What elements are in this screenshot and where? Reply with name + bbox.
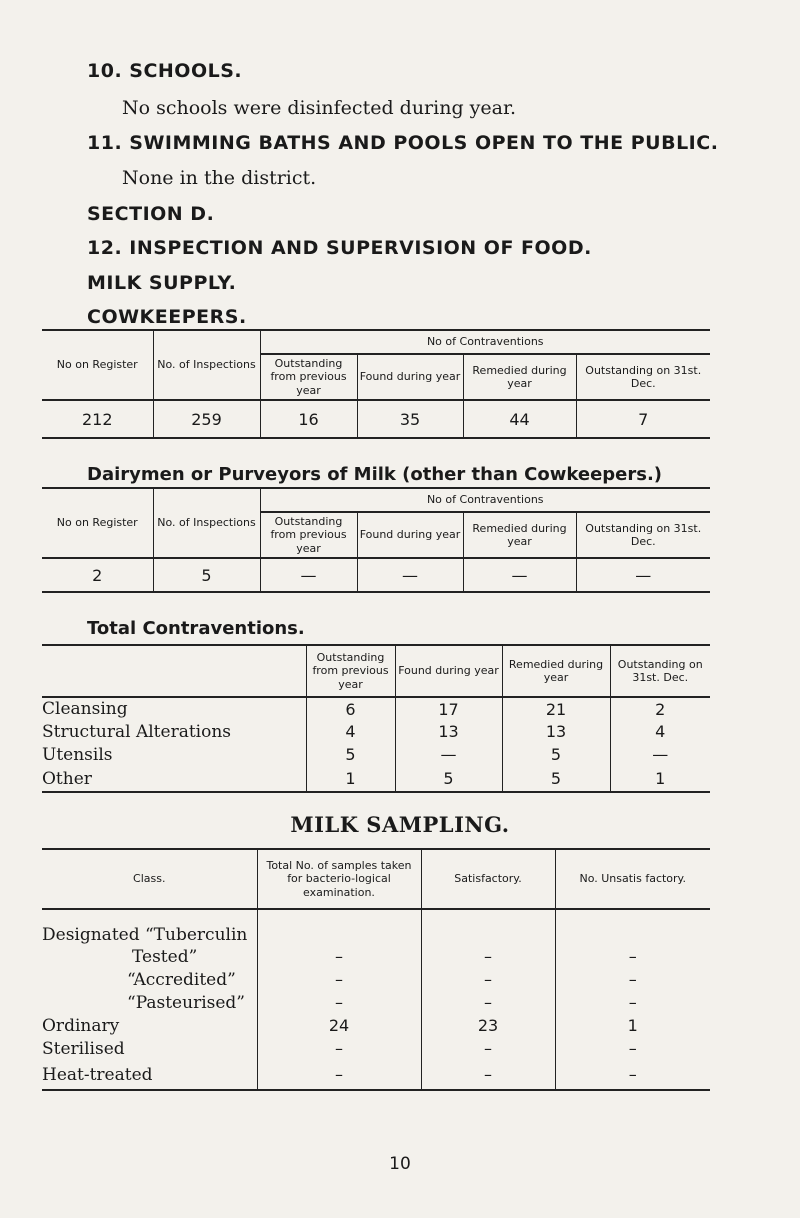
contraventions-group: No of Contraventions [260,330,710,354]
cell: 5 [502,743,610,766]
col-satisfactory: Satisfactory. [421,849,555,909]
col-outstanding-prev: Outstanding from previous year [306,645,395,697]
cell: – [555,968,710,991]
cell-remedied: — [463,558,576,592]
col-inspections: No. of Inspections [153,330,260,400]
baths-text: None in the district. [122,167,317,189]
cell: 4 [306,720,395,743]
col-found: Found during year [395,645,502,697]
col-remedied: Remedied during year [463,512,576,558]
cell: – [555,1060,710,1090]
section-d-heading: SECTION D. [87,203,215,225]
cell: – [555,991,710,1014]
label-header [42,645,306,697]
cell [555,909,710,945]
cell-inspections: 259 [153,400,260,438]
cell: – [555,945,710,968]
row-label: “Pasteurised” [127,992,245,1013]
milk-sampling-table [42,848,710,1091]
cell-outstanding-dec: 7 [576,400,710,438]
cell-outstanding-prev: — [260,558,357,592]
contraventions-group: No of Contraventions [260,488,710,512]
cell-register: 212 [42,400,153,438]
schools-heading: 10. SCHOOLS. [87,60,243,82]
col-found: Found during year [357,512,463,558]
cell: – [421,1037,555,1060]
cell: — [610,743,710,766]
milk-supply-heading: MILK SUPPLY. [87,272,237,294]
total-contraventions-heading: Total Contraventions. [87,618,305,639]
cell: 1 [555,1014,710,1037]
cell: 24 [257,1014,421,1037]
col-outstanding-dec: Outstanding on 31st. Dec. [576,354,710,400]
cell [257,909,421,945]
cell: 5 [502,766,610,792]
page-number: 10 [389,1154,411,1174]
milk-sampling-title: MILK SAMPLING. [290,812,510,837]
cell-register: 2 [42,558,153,592]
col-total-samples: Total No. of samples taken for bacterio-logical examination. [257,849,421,909]
cell-remedied: 44 [463,400,576,438]
row-label: Ordinary [42,1015,120,1036]
cell: – [257,991,421,1014]
cell: 2 [610,697,710,720]
col-class: Class. [42,849,257,909]
cell: – [421,1060,555,1090]
cell: 17 [395,697,502,720]
row-label: Heat-treated [42,1060,257,1090]
total-contraventions-table [42,644,710,793]
cell: 4 [610,720,710,743]
cell: 6 [306,697,395,720]
cell: – [257,1060,421,1090]
row-label: Sterilised [42,1038,125,1059]
col-inspections: No. of Inspections [153,488,260,558]
col-found: Found during year [357,354,463,400]
cell: 1 [610,766,710,792]
cowkeepers-heading: COWKEEPERS. [87,306,247,328]
cell: – [421,945,555,968]
cell: – [257,1037,421,1060]
cell: 1 [306,766,395,792]
col-register: No on Register [42,488,153,558]
row-label: Cleansing [42,697,306,720]
cell: — [395,743,502,766]
dairymen-heading: Dairymen or Purveyors of Milk (other than Cowkeepers.) [87,464,663,485]
schools-text: No schools were disinfected during year. [122,97,516,119]
col-outstanding-dec: Outstanding on 31st. Dec. [610,645,710,697]
cell: – [421,991,555,1014]
cell: – [421,968,555,991]
cowkeepers-table [42,329,710,439]
cell [421,909,555,945]
cell: – [555,1037,710,1060]
row-label: Other [42,766,306,792]
cell-outstanding-prev: 16 [260,400,357,438]
cell: 23 [421,1014,555,1037]
col-register: No on Register [42,330,153,400]
cell-outstanding-dec: — [576,558,710,592]
food-heading: 12. INSPECTION AND SUPERVISION OF FOOD. [87,237,592,259]
row-label: Utensils [42,744,113,765]
cell: 5 [306,743,395,766]
col-remedied: Remedied during year [463,354,576,400]
cell-inspections: 5 [153,558,260,592]
cell: – [257,968,421,991]
row-label: “Accredited” [127,969,236,990]
row-label: Designated “Tuberculin [42,909,257,945]
baths-heading: 11. SWIMMING BATHS AND POOLS OPEN TO THE PUBLIC. [87,132,719,154]
col-outstanding-prev: Outstanding from previous year [260,512,357,558]
col-remedied: Remedied during year [502,645,610,697]
cell: 5 [395,766,502,792]
cell: 21 [502,697,610,720]
cell-found: 35 [357,400,463,438]
cell: 13 [395,720,502,743]
dairymen-table [42,487,710,593]
col-outstanding-dec: Outstanding on 31st. Dec. [576,512,710,558]
cell: – [257,945,421,968]
cell: 13 [502,720,610,743]
row-label: Tested” [132,946,198,967]
cell-found: — [357,558,463,592]
row-label: Structural Alterations [42,721,232,742]
col-outstanding-prev: Outstanding from previous year [260,354,357,400]
col-unsatisfactory: No. Unsatis factory. [555,849,710,909]
